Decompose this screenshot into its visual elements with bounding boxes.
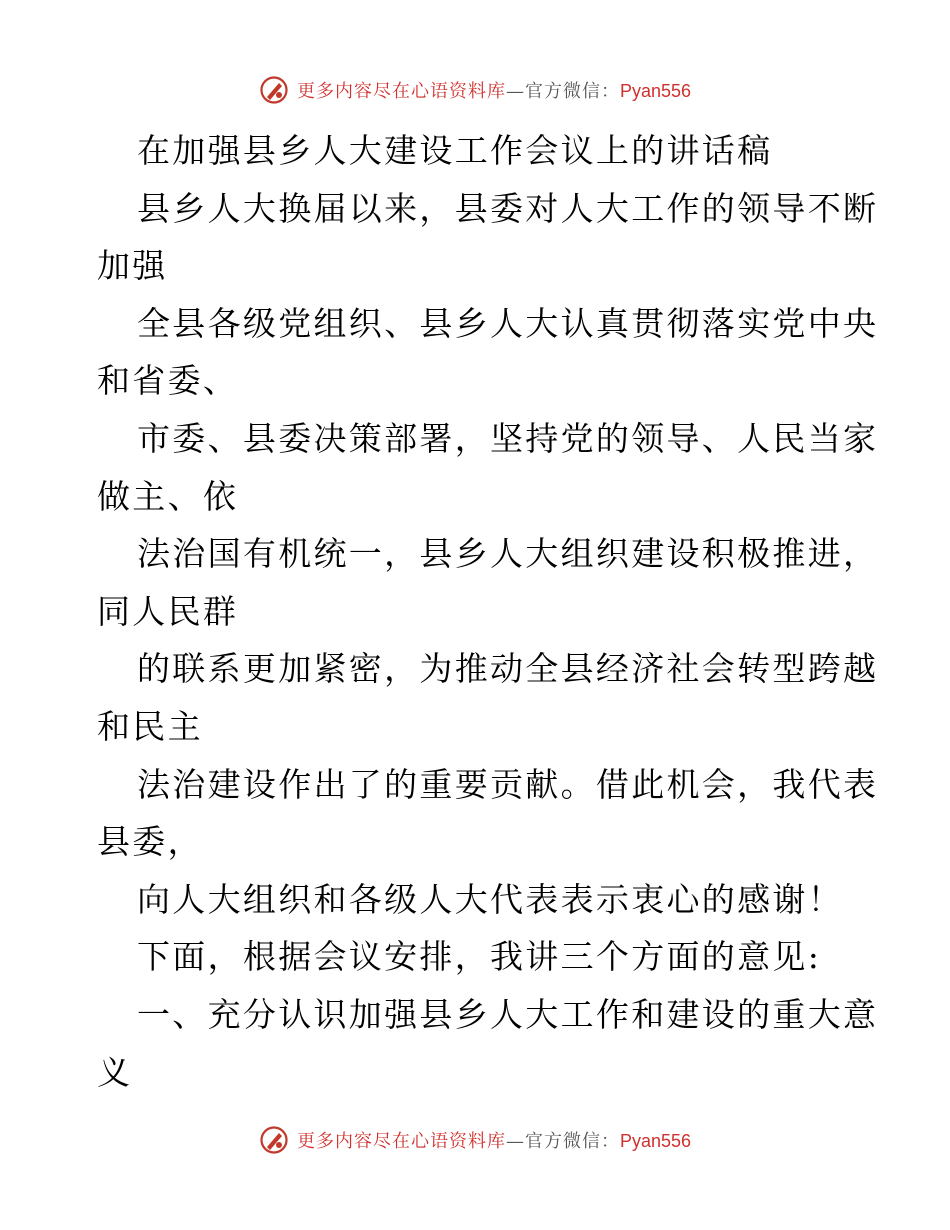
paragraph-line: 县乡人大换届以来，县委对人大工作的领导不断 xyxy=(137,188,879,228)
paragraph-line: 全县各级党组织、县乡人大认真贯彻落实党中央 xyxy=(137,303,879,343)
paragraph-line: 和民主 xyxy=(97,706,203,746)
banner-text xyxy=(297,1127,691,1153)
paragraph-line: 下面，根据会议安排，我讲三个方面的意见: xyxy=(137,937,822,977)
banner-wechat-id: Pyan556 xyxy=(619,81,692,101)
paragraph-line: 同人民群 xyxy=(97,591,239,631)
paragraph-line: 市委、县委决策部署，坚持党的领导、人民当家 xyxy=(137,418,879,458)
paragraph-line: 和省委、 xyxy=(97,361,239,401)
banner-wechat-id: Pyan556 xyxy=(619,1131,692,1151)
section-heading-continued: 义 xyxy=(97,1052,133,1092)
pen-logo-icon xyxy=(259,1125,289,1155)
document-title: 在加强县乡人大建设工作会议上的讲话稿 xyxy=(137,131,773,170)
paragraph-line: 做主、依 xyxy=(97,476,239,516)
paragraph-line: 加强 xyxy=(97,246,168,286)
banner-separator: — xyxy=(505,1131,525,1152)
banner-title: 更多内容尽在心语资料库 xyxy=(296,1131,506,1152)
header-banner xyxy=(0,70,950,110)
banner-wechat-label: 官方微信： xyxy=(524,81,620,102)
banner-wechat-label: 官方微信： xyxy=(524,1131,620,1152)
banner-text xyxy=(297,77,691,103)
paragraph-line: 的联系更加紧密，为推动全县经济社会转型跨越 xyxy=(137,649,879,689)
pen-logo-icon xyxy=(259,75,289,105)
paragraph-line: 法治国有机统一，县乡人大组织建设积极推进， xyxy=(137,534,879,574)
section-heading: 一、充分认识加强县乡人大工作和建设的重大意 xyxy=(137,994,879,1034)
paragraph-line: 向人大组织和各级人大代表表示衷心的感谢！ xyxy=(137,879,843,919)
banner-separator: — xyxy=(505,81,525,102)
document-body xyxy=(97,122,879,1101)
paragraph-line: 县委， xyxy=(97,822,203,862)
banner-title: 更多内容尽在心语资料库 xyxy=(296,81,506,102)
footer-banner xyxy=(0,1120,950,1160)
paragraph-line: 法治建设作出了的重要贡献。借此机会，我代表 xyxy=(137,764,879,804)
